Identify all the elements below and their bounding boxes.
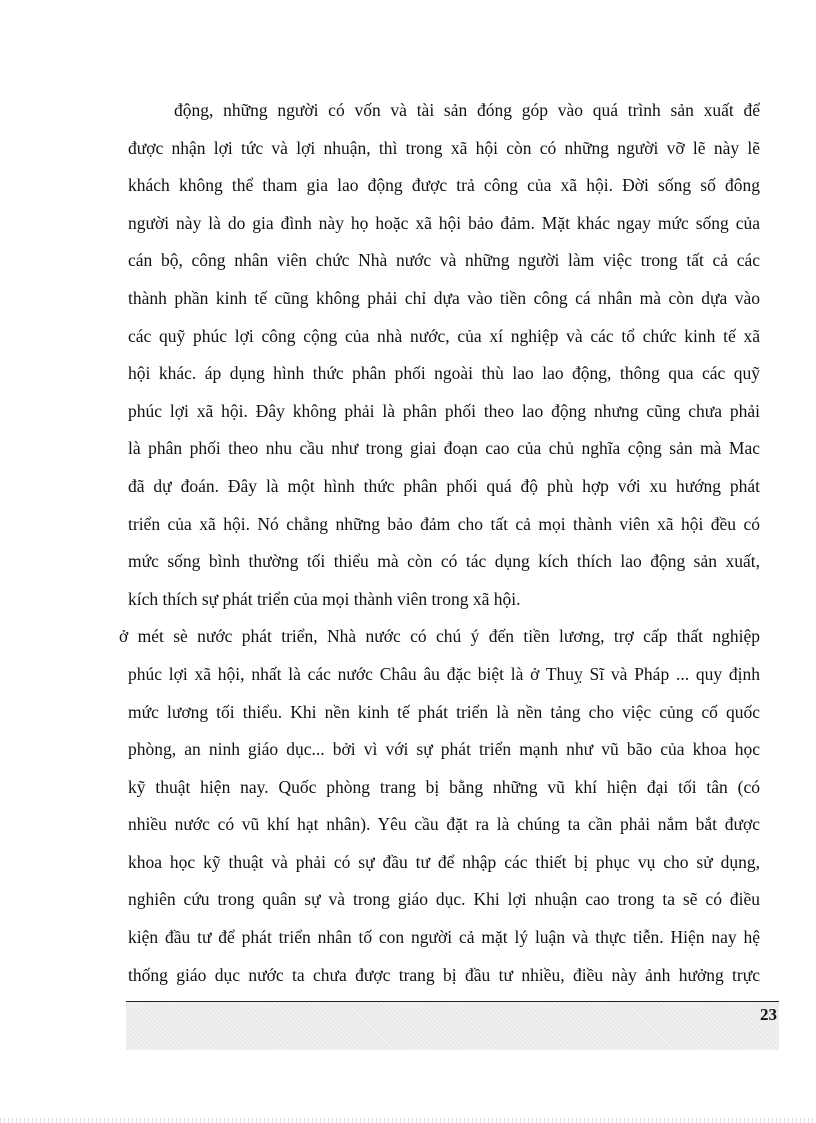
text-line: phúc lợi xã hội, nhất là các nước Châu âu đặc biệt là ở Thuỵ Sĩ và Pháp ... quy định <box>128 663 760 684</box>
text-line: động, những người có vốn và tài sản đóng góp vào quá trình sản xuất để <box>174 100 760 120</box>
body-text <box>119 92 760 1032</box>
text-line: cán bộ, công nhân viên chức Nhà nước và những người làm việc trong tất cả các <box>128 250 760 271</box>
text-line: mức sống bình thường tối thiểu mà còn có tác dụng kích thích lao động sản xuất, <box>128 551 760 572</box>
text-line: được nhận lợi tức và lợi nhuận, thì trong xã hội còn có những người vỡ lẽ này lẽ <box>128 137 760 158</box>
text-line: các quỹ phúc lợi công cộng của nhà nước, của xí nghiệp và các tổ chức kinh tế xã <box>128 325 760 346</box>
text-line: thống giáo dục nước ta chưa được trang bị đầu tư nhiều, điều này ảnh hưởng trực <box>128 964 760 985</box>
text-line: kiện đầu tư để phát triển nhân tố con người cả mặt lý luận và thực tiễn. Hiện nay hệ <box>128 927 760 948</box>
text-line: nhiều nước có vũ khí hạt nhân). Yêu cầu đặt ra là chúng ta cần phải nắm bắt được <box>128 814 760 835</box>
text-line: ở mét sè nước phát triển, Nhà nước có chú ý đến tiền lương, trợ cấp thất nghiệp <box>119 626 760 647</box>
text-line: triển của xã hội. Nó chẳng những bảo đảm cho tất cả mọi thành viên xã hội đều có <box>128 513 760 534</box>
text-line: phúc lợi xã hội. Đây không phải là phân phối theo lao động nhưng cũng chưa phải <box>128 400 760 421</box>
page-bottom-edge <box>0 1118 816 1123</box>
text-line: mức lương tối thiểu. Khi nền kinh tế phát triển là nền tảng cho việc củng cố quốc <box>128 701 760 722</box>
text-line: khoa học kỹ thuật và phải có sự đầu tư để nhập các thiết bị phục vụ cho sử dụng, <box>128 851 760 872</box>
page-number: 23 <box>760 1005 777 1024</box>
text-line: phòng, an ninh giáo dục... bởi vì với sự phát triển mạnh như vũ bão của khoa học <box>128 739 760 760</box>
text-line: nghiên cứu trong quân sự và trong giáo dục. Khi lợi nhuận cao trong ta sẽ có điều <box>128 889 760 910</box>
text-line: thành phần kinh tế cũng không phải chỉ dựa vào tiền công cá nhân mà còn dựa vào <box>128 287 760 308</box>
text-line: kích thích sự phát triển của mọi thành viên trong xã hội. <box>128 588 521 609</box>
text-line: người này là do gia đình này họ hoặc xã hội bảo đảm. Mặt khác ngay mức sống của <box>128 212 760 233</box>
text-line: hội khác. áp dụng hình thức phân phối ngoài thù lao lao động, thông qua các quỹ <box>128 363 760 384</box>
page-footer <box>126 1001 779 1050</box>
text-line: kỹ thuật hiện nay. Quốc phòng trang bị bằng những vũ khí hiện đại tối tân (có <box>128 776 760 797</box>
text-line: khách không thể tham gia lao động được trả công của xã hội. Đời sống số đông <box>128 175 760 196</box>
text-line: đã dự đoán. Đây là một hình thức phân phối quá độ phù hợp với xu hướng phát <box>128 475 760 496</box>
text-line: là phân phối theo nhu cầu như trong giai đoạn cao của chủ nghĩa cộng sản mà Mac <box>128 438 760 459</box>
